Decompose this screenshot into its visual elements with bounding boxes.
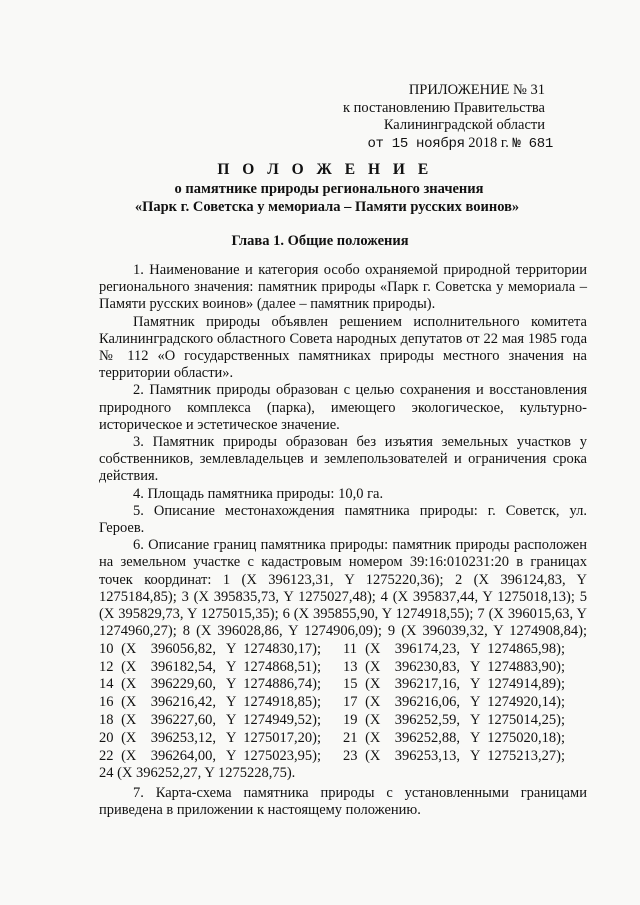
x-label: (X <box>365 711 381 728</box>
x-label: (X <box>365 658 381 675</box>
y-label: Y <box>226 711 237 728</box>
x-label: (X <box>121 729 137 746</box>
paragraph-5: 4. Площадь памятника природы: 10,0 га. <box>133 485 384 502</box>
y-label: Y <box>226 729 237 746</box>
x-value: 396252,88, <box>394 729 461 746</box>
point-number: 13 <box>342 658 358 675</box>
coordinate-row <box>99 712 587 730</box>
y-value: 1274830,17); <box>243 640 321 657</box>
paragraph-2: Памятник природы объявлен решением исполнительного комитета Калининградского областного Совета народных депутатов от 22 мая 1985 года № 112 «О государственных памятниках природы местного значения на территории области». <box>99 313 587 382</box>
x-label: (X <box>121 676 137 693</box>
y-label: Y <box>470 711 481 728</box>
y-value: 1275023,95); <box>243 747 321 764</box>
y-label: Y <box>226 694 237 711</box>
paragraph-6: 5. Описание местонахождения памятника природы: г. Советск, ул. Героев. <box>99 502 587 537</box>
point-number: 20 <box>99 729 114 746</box>
x-label: (X <box>121 694 137 711</box>
x-label: (X <box>121 640 137 657</box>
point-number: 12 <box>99 658 114 675</box>
title-park-name: «Парк г. Советска у мемориала – Памяти русских воинов» <box>134 199 520 215</box>
coordinates-table <box>99 640 587 765</box>
coordinate-row <box>99 747 587 765</box>
annex-date <box>343 135 553 154</box>
y-label: Y <box>226 640 237 657</box>
x-value: 396174,23, <box>394 640 461 657</box>
coordinates-last: 24 (X 396252,27, Y 1275228,75). <box>99 765 296 782</box>
coordinate-row <box>99 694 587 712</box>
x-value: 396229,60, <box>150 676 217 693</box>
y-value: 1274949,52); <box>243 711 321 728</box>
annex-number: ПРИЛОЖЕНИЕ № 31 <box>408 82 545 98</box>
point-number: 10 <box>99 640 114 657</box>
paragraph-3: 2. Памятник природы образован с целью сохранения и восстановления природного комплекса (парка), имеющего экологическое, культурно-историческое и эстетическое значение. <box>99 382 587 433</box>
y-value: 1274865,98); <box>487 640 565 657</box>
y-label: Y <box>226 676 237 693</box>
title-subject: о памятнике природы регионального значения <box>174 181 484 197</box>
y-value: 1274886,74); <box>243 676 321 693</box>
point-number: 23 <box>342 747 358 764</box>
point-number: 15 <box>342 676 358 693</box>
y-value: 1274918,85); <box>243 694 321 711</box>
x-value: 396252,59, <box>394 711 461 728</box>
document-body <box>99 262 587 820</box>
annex-resolution: к постановлению Правительства <box>343 99 545 116</box>
x-value: 396253,12, <box>150 729 217 746</box>
y-value: 1275213,27); <box>487 747 565 764</box>
point-number: 14 <box>99 676 114 693</box>
y-label: Y <box>470 640 481 657</box>
paragraph-4: 3. Памятник природы образован без изъятия земельных участков у собственников, землевладельцев и землепользователей и ограничения срока действия. <box>99 434 587 485</box>
x-label: (X <box>121 658 137 675</box>
y-value: 1275020,18); <box>487 729 565 746</box>
y-value: 1274883,90); <box>487 658 565 675</box>
paragraph-8: 7. Карта-схема памятника природы с установленными границами приведена в приложении к настоящему положению. <box>99 785 587 819</box>
coordinate-row <box>99 729 587 747</box>
x-value: 396182,54, <box>150 658 217 675</box>
paragraph-7: 6. Описание границ памятника природы: памятник природы расположен на земельном участке с кадастровым номером 39:16:010231:20 в границах точек координат: 1 (X 396123,31, Y 1275220,36); 2 (X 396124,83, Y 1275184,85); 3 (X 395835,73, Y 1275027,48); 4 (X 395837,44, Y 1275018,13); 5 (X 395829,73, Y 1275015,35); 6 (X 395855,90, Y 1274918,55); 7 (X 396015,63, Y 1274960,27); 8 (X 396028,86, Y 1274906,09); 9 (X 396039,32, Y 1274908,84); <box>99 537 587 640</box>
x-label: (X <box>365 729 381 746</box>
paragraph-1: 1. Наименование и категория особо охраняемой природной территории регионального значения: памятник природы «Парк г. Советска у мемориала – Памяти русских воинов» (далее – памятник природы). <box>99 262 587 313</box>
y-label: Y <box>470 747 481 764</box>
y-value: 1275017,20); <box>243 729 321 746</box>
y-label: Y <box>470 694 481 711</box>
x-label: (X <box>365 676 381 693</box>
y-value: 1274868,51); <box>243 658 321 675</box>
x-value: 396056,82, <box>150 640 217 657</box>
x-value: 396230,83, <box>394 658 461 675</box>
x-value: 396216,06, <box>394 694 461 711</box>
y-label: Y <box>470 676 481 693</box>
x-value: 396264,00, <box>150 747 217 764</box>
y-label: Y <box>226 747 237 764</box>
coordinate-row <box>99 658 587 676</box>
title-heading: П О Л О Ж Е Н И Е <box>217 161 433 178</box>
point-number: 18 <box>99 711 114 728</box>
y-label: Y <box>470 729 481 746</box>
coordinate-row <box>99 676 587 694</box>
point-number: 21 <box>342 729 358 746</box>
chapter-heading: Глава 1. Общие положения <box>231 233 409 249</box>
document-title <box>0 160 640 216</box>
y-label: Y <box>226 658 237 675</box>
annex-date-prefix: от 15 ноября <box>367 135 465 152</box>
annex-doc-number: № 681 <box>512 135 553 152</box>
y-value: 1274914,89); <box>487 676 565 693</box>
point-number: 17 <box>342 694 358 711</box>
annex-date-year: 2018 г. <box>468 134 509 151</box>
x-label: (X <box>365 640 381 657</box>
x-value: 396227,60, <box>150 711 217 728</box>
y-value: 1274920,14); <box>487 694 565 711</box>
x-value: 396217,16, <box>394 676 461 693</box>
annex-block <box>343 82 553 153</box>
coordinate-row <box>99 640 587 658</box>
x-label: (X <box>121 747 137 764</box>
y-value: 1275014,25); <box>487 711 565 728</box>
x-label: (X <box>121 711 137 728</box>
y-label: Y <box>470 658 481 675</box>
point-number: 19 <box>342 711 358 728</box>
point-number: 16 <box>99 694 114 711</box>
point-number: 22 <box>99 747 114 764</box>
x-value: 396253,13, <box>394 747 461 764</box>
annex-region: Калининградской области <box>383 117 545 133</box>
x-label: (X <box>365 747 381 764</box>
x-label: (X <box>365 694 381 711</box>
point-number: 11 <box>342 640 357 657</box>
x-value: 396216,42, <box>150 694 217 711</box>
